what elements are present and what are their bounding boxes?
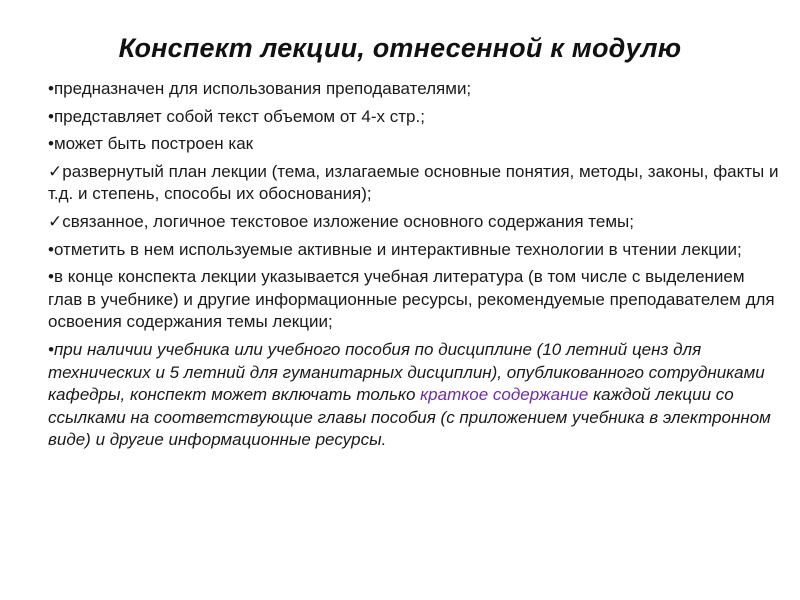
bullet-marker: • <box>48 79 54 98</box>
list-item <box>48 161 783 206</box>
list-item <box>48 339 783 452</box>
highlighted-text: краткое содержание <box>420 385 589 405</box>
slide-title: Конспект лекции, отнесенной к модулю <box>118 33 682 63</box>
list-item-text: развернутый план лекции (тема, излагаемые основные понятия, методы, законы, факты и т.д. и степень, способы их обоснования); <box>48 161 779 204</box>
check-icon: ✓ <box>48 211 63 231</box>
list-item-text-continued: каждой лекции со ссылками на соответствующие главы пособия (с приложением учебника в электронном виде) и другие информационные ресурсы. <box>48 385 771 450</box>
list-item-text: предназначен для использования преподавателями; <box>53 79 472 98</box>
list-item-text: при наличии учебника или учебного пособия по дисциплине (10 летний ценз для технических и 5 летний для гуманитарных дисциплин), опубликованного сотрудниками кафедры, конспект может включать только <box>48 339 765 405</box>
list-item-text: может быть построен как <box>53 134 254 154</box>
list-item <box>48 239 783 262</box>
list-item <box>48 133 783 156</box>
list-item <box>48 211 783 234</box>
check-icon: ✓ <box>48 161 63 181</box>
bullet-marker: • <box>48 239 54 259</box>
list-item-text: представляет собой текст объемом от 4-х стр.; <box>53 106 425 126</box>
list-item <box>48 266 783 334</box>
bullet-list <box>48 78 783 457</box>
bullet-marker: • <box>48 106 54 126</box>
list-item-text: в конце конспекта лекции указывается учебная литература (в том числе с выделением глав в учебнике) и другие информационные ресурсы, рекомендуемые преподавателем для освоения содержания темы лекции; <box>48 267 775 332</box>
list-item <box>48 78 783 101</box>
list-item <box>48 106 783 129</box>
list-item-text: отметить в нем используемые активные и интерактивные технологии в чтении лекции; <box>53 239 742 259</box>
bullet-marker: • <box>48 267 54 287</box>
list-item-text: связанное, логичное текстовое изложение основного содержания темы; <box>62 211 634 231</box>
bullet-marker: • <box>48 339 54 359</box>
bullet-marker: • <box>48 134 54 154</box>
